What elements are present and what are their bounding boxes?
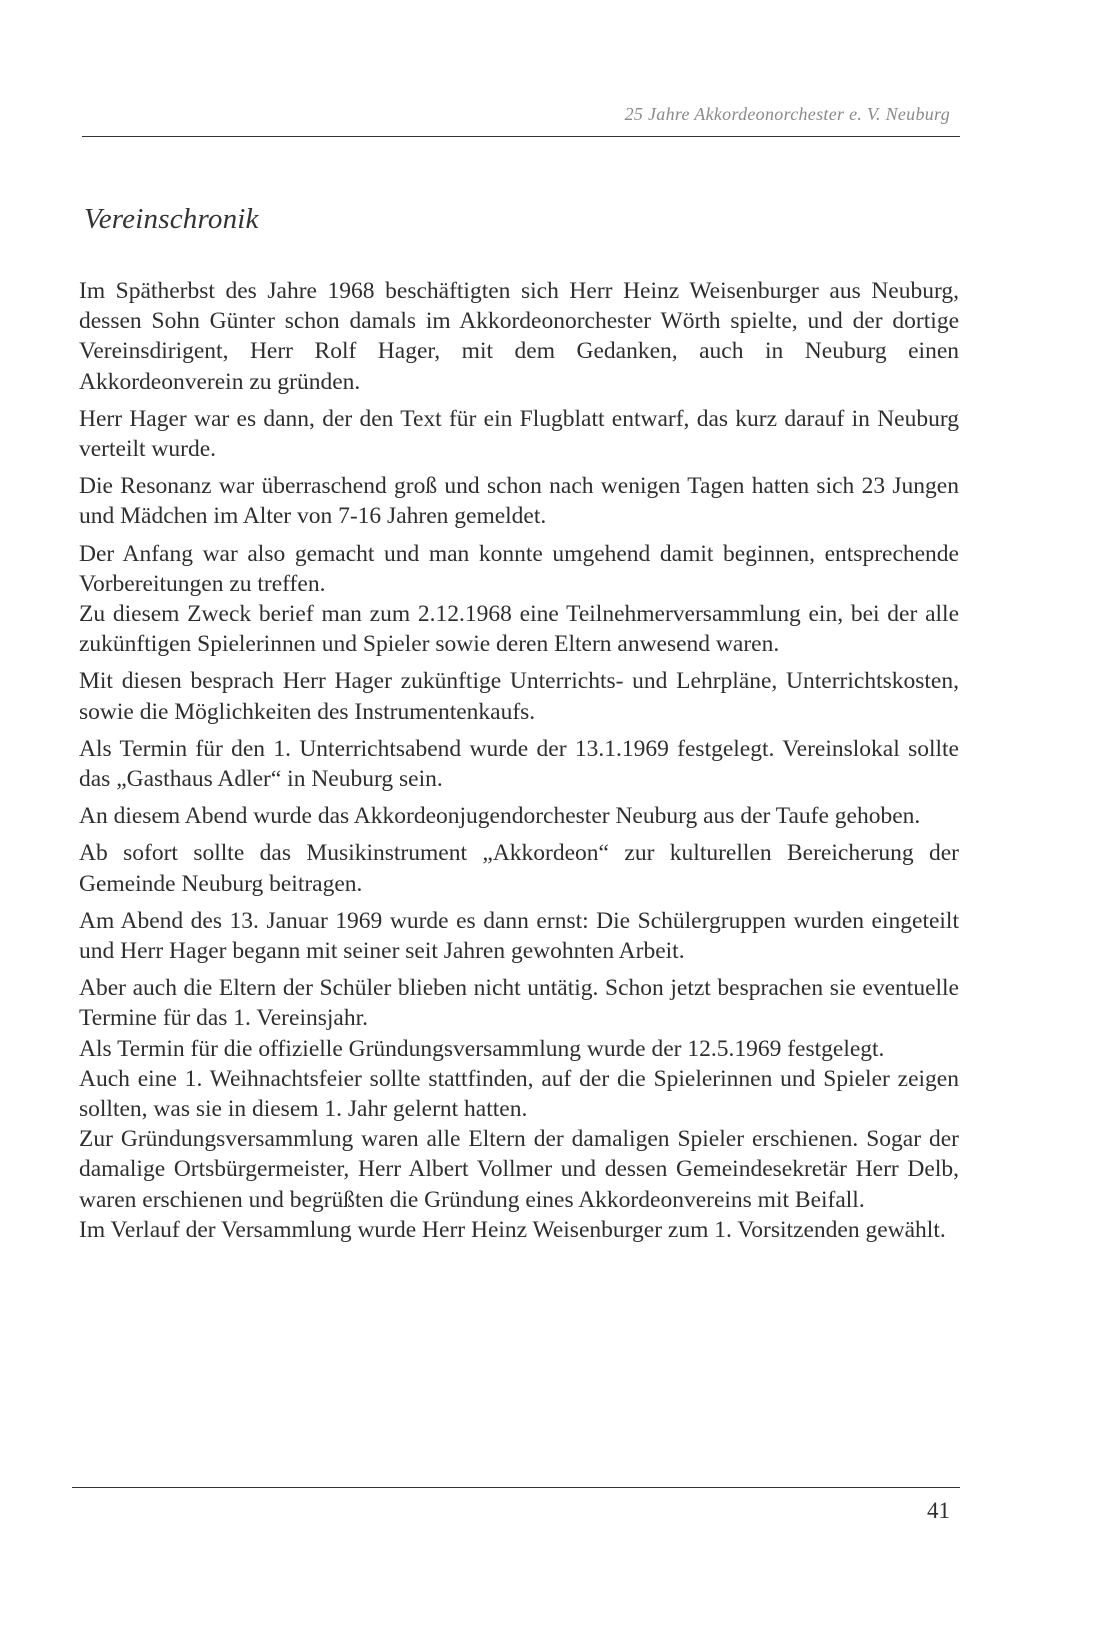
- page-number: 41: [927, 1498, 950, 1523]
- paragraph: Am Abend des 13. Januar 1969 wurde es dann ernst: Die Schülergruppen wurden eingeteilt und Herr Hager begann mit seiner seit Jahren gewohnten Arbeit.: [79, 907, 959, 965]
- paragraph: Aber auch die Eltern der Schüler blieben nicht untätig. Schon jetzt besprachen sie eventuelle Termine für das 1. Vereinsjahr.: [79, 975, 959, 1032]
- header-rule: [82, 136, 960, 137]
- paragraph: Als Termin für den 1. Unterrichtsabend wurde der 13.1.1969 festgelegt. Vereinslokal sollte das „Gasthaus Adler“ in Neuburg sein.: [79, 735, 959, 793]
- paragraph: Ab sofort sollte das Musikinstrument „Akkordeon“ zur kulturellen Bereicherung der Gemeinde Neuburg beitragen.: [79, 840, 959, 897]
- paragraph: Mit diesen besprach Herr Hager zukünftige Unterrichts- und Lehrpläne, Unterrichtskosten, sowie die Möglichkeiten des Instrumentenkaufs.: [79, 668, 959, 725]
- paragraph: An diesem Abend wurde das Akkordeonjugendorchester Neuburg aus der Taufe gehoben.: [79, 803, 921, 830]
- section-title: Vereinschronik: [84, 203, 259, 235]
- running-header: 25 Jahre Akkordeonorchester e. V. Neuburg: [624, 104, 950, 124]
- paragraph: Im Verlauf der Versammlung wurde Herr Heinz Weisenburger zum 1. Vorsitzenden gewählt.: [79, 1216, 946, 1243]
- paragraph: Im Spätherbst des Jahre 1968 beschäftigten sich Herr Heinz Weisenburger aus Neuburg, dessen Sohn Günter schon damals im Akkordeonorchester Wörth spielte, und der dortige Vereinsdirigent, Herr Rolf Hager, mit dem Gedanken, auch in Neuburg einen Akkordeonverein zu gründen.: [79, 278, 959, 395]
- paragraph: Zur Gründungsversammlung waren alle Eltern der damaligen Spieler erschienen. Sogar der damalige Ortsbürgermeister, Herr Albert Vollmer und dessen Gemeindesekretär Herr Delb, waren erschienen und begrüßten die Gründung eines Akkordeonvereins mit Beifall.: [79, 1126, 959, 1213]
- paragraph: Die Resonanz war überraschend groß und schon nach wenigen Tagen hatten sich 23 Jungen und Mädchen im Alter von 7-16 Jahren gemeldet.: [79, 473, 959, 530]
- paragraph: Der Anfang war also gemacht und man konnte umgehend damit beginnen, entsprechende Vorbereitungen zu treffen.: [79, 540, 959, 597]
- body-text: [79, 276, 959, 1245]
- footer-rule: [72, 1487, 960, 1488]
- paragraph: Herr Hager war es dann, der den Text für ein Flugblatt entwarf, das kurz darauf in Neuburg verteilt wurde.: [79, 405, 959, 463]
- paragraph: Zu diesem Zweck berief man zum 2.12.1968 eine Teilnehmerversammlung ein, bei der alle zukünftigen Spielerinnen und Spieler sowie deren Eltern anwesend waren.: [79, 601, 959, 658]
- paragraph: Als Termin für die offizielle Gründungsversammlung wurde der 12.5.1969 festgelegt.: [79, 1035, 885, 1062]
- paragraph: Auch eine 1. Weihnachtsfeier sollte stattfinden, auf der die Spielerinnen und Spieler zeigen sollten, was sie in diesem 1. Jahr gelernt hatten.: [79, 1065, 959, 1123]
